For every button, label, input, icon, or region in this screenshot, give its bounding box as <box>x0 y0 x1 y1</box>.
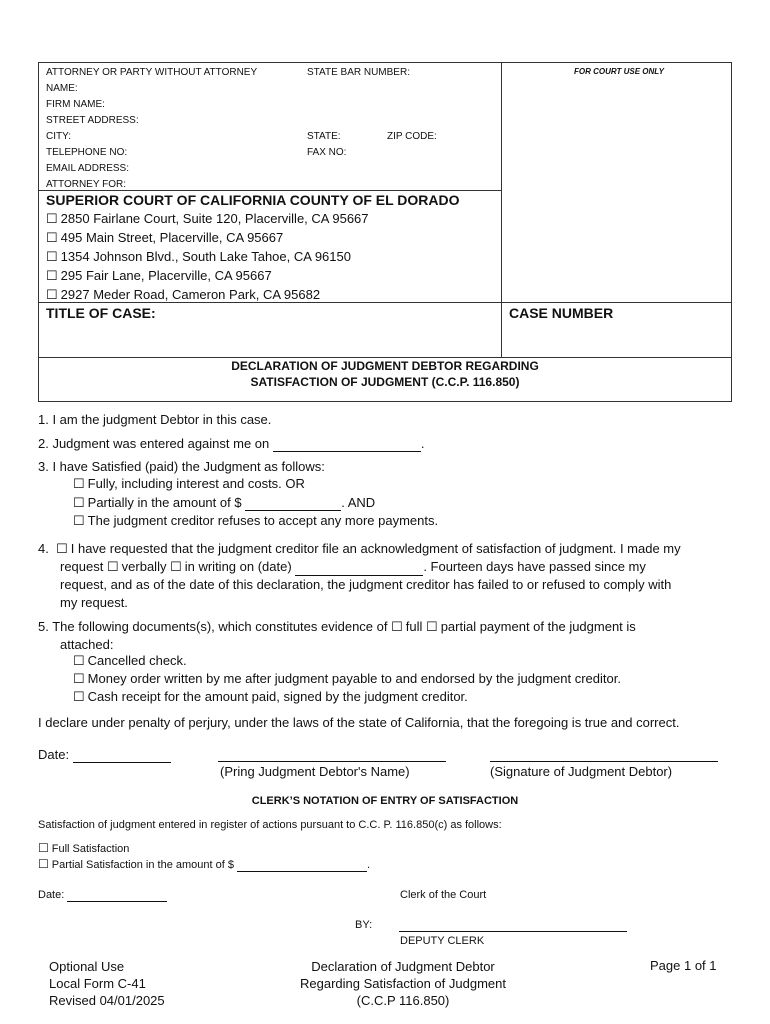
court-location-option[interactable]: ☐ 495 Main Street, Placerville, CA 95667 <box>46 230 284 245</box>
checkbox-icon[interactable]: ☐ <box>73 653 85 668</box>
checkbox-icon[interactable]: ☐ <box>73 476 85 491</box>
state-bar-label: STATE BAR NUMBER: <box>307 67 410 78</box>
item-4: 4. ☐ I have requested that the judgment creditor file an acknowledgment of satisfaction of judgment. I made my request ☐ verbally ☐ in writing on (date) . Fourteen days have passed since my request, and as of the date of this declaration, the judgment creditor has failed to or refused to comply with my request. <box>38 541 681 610</box>
court-location-option[interactable]: ☐ 1354 Johnson Blvd., South Lake Tahoe, CA 96150 <box>46 249 351 264</box>
declaration-statement: I declare under penalty of perjury, under the laws of the state of California, that the foregoing is true and correct. <box>38 715 680 730</box>
footer-center: Declaration of Judgment Debtor Regarding Satisfaction of Judgment (C.C.P 116.850) <box>300 959 506 1008</box>
clerk-heading: CLERK’S NOTATION OF ENTRY OF SATISFACTION <box>251 795 519 807</box>
checkbox-icon[interactable]: ☐ <box>46 230 58 245</box>
checkbox-icon[interactable]: ☐ <box>391 619 403 634</box>
debtor-signature-line[interactable] <box>490 761 718 762</box>
court-location-option[interactable]: ☐ 2850 Fairlane Court, Suite 120, Placerville, CA 95667 <box>46 211 369 226</box>
clerk-date: Date: <box>38 889 167 902</box>
debtor-name-line[interactable] <box>218 761 446 762</box>
case-number-label: CASE NUMBER <box>509 305 614 321</box>
item-3: 3. I have Satisfied (paid) the Judgment as follows: <box>38 459 325 474</box>
title-of-case-label: TITLE OF CASE: <box>46 305 156 321</box>
judgment-date-blank[interactable] <box>273 436 421 452</box>
debtor-signature-label: (Signature of Judgment Debtor) <box>490 764 673 779</box>
by-label: BY: <box>355 919 373 931</box>
checkbox-icon[interactable]: ☐ <box>73 671 85 686</box>
email-label: EMAIL ADDRESS: <box>46 163 129 174</box>
name-label: NAME: <box>46 83 78 94</box>
checkbox-icon[interactable]: ☐ <box>46 268 58 283</box>
attorney-party-label: ATTORNEY OR PARTY WITHOUT ATTORNEY <box>46 67 258 78</box>
checkbox-icon[interactable]: ☐ <box>170 558 182 574</box>
partial-amount-blank[interactable] <box>245 495 341 511</box>
request-date-blank[interactable] <box>295 558 423 577</box>
city-label: CITY: <box>46 131 72 142</box>
item-3b[interactable]: ☐ Partially in the amount of $ . AND <box>73 495 376 510</box>
clerk-date-blank[interactable] <box>67 889 167 902</box>
clerk-partial-option[interactable]: ☐ Partial Satisfaction in the amount of $ . <box>38 857 371 871</box>
state-label: STATE: <box>307 131 341 142</box>
firm-label: FIRM NAME: <box>46 99 105 110</box>
checkbox-icon[interactable]: ☐ <box>46 287 58 302</box>
fax-label: FAX NO: <box>307 147 347 158</box>
checkbox-icon[interactable]: ☐ <box>38 857 49 871</box>
signature-date-blank[interactable] <box>73 747 171 763</box>
checkbox-icon[interactable]: ☐ <box>73 495 85 510</box>
header-vertical-divider <box>501 62 502 358</box>
court-title: SUPERIOR COURT OF CALIFORNIA COUNTY OF EL DORADO <box>46 192 460 208</box>
clerk-full-option[interactable]: ☐ Full Satisfaction <box>38 841 130 855</box>
checkbox-icon[interactable]: ☐ <box>46 249 58 264</box>
item-5a[interactable]: ☐ Cancelled check. <box>73 653 187 668</box>
telephone-label: TELEPHONE NO: <box>46 147 128 158</box>
signature-date: Date: <box>38 747 171 763</box>
item-2: 2. Judgment was entered against me on . <box>38 436 425 451</box>
court-location-option[interactable]: ☐ 295 Fair Lane, Placerville, CA 95667 <box>46 268 272 283</box>
court-use-label: FOR COURT USE ONLY <box>574 67 664 76</box>
item-5c[interactable]: ☐ Cash receipt for the amount paid, signed by the judgment creditor. <box>73 689 468 704</box>
court-location-option[interactable]: ☐ 2927 Meder Road, Cameron Park, CA 95682 <box>46 287 321 302</box>
clerk-of-court-label: Clerk of the Court <box>400 889 487 901</box>
attorney-for-label: ATTORNEY FOR: <box>46 179 127 190</box>
clerk-partial-amount-blank[interactable] <box>237 859 367 872</box>
clerk-intro: Satisfaction of judgment entered in register of actions pursuant to C.C. P. 116.850(c) as follows: <box>38 819 502 831</box>
item-5b[interactable]: ☐ Money order written by me after judgment payable to and endorsed by the judgment creditor. <box>73 671 621 686</box>
item-1: 1. I am the judgment Debtor in this case. <box>38 412 272 427</box>
item-5: 5. The following documents(s), which constitutes evidence of ☐ full ☐ partial payment of the judgment is attached: <box>38 619 636 652</box>
checkbox-icon[interactable]: ☐ <box>107 558 119 574</box>
debtor-name-label: (Pring Judgment Debtor's Name) <box>220 764 410 779</box>
checkbox-icon[interactable]: ☐ <box>426 619 438 634</box>
checkbox-icon[interactable]: ☐ <box>38 841 49 855</box>
form-title: DECLARATION OF JUDGMENT DEBTOR REGARDING SATISFACTION OF JUDGMENT (C.C.P. 116.850) <box>231 359 539 389</box>
item-3c[interactable]: ☐ The judgment creditor refuses to accept any more payments. <box>73 513 439 528</box>
page-number: Page 1 of 1 <box>650 958 717 973</box>
street-label: STREET ADDRESS: <box>46 115 139 126</box>
item-3a[interactable]: ☐ Fully, including interest and costs. OR <box>73 476 305 491</box>
checkbox-icon[interactable]: ☐ <box>73 689 85 704</box>
checkbox-icon[interactable]: ☐ <box>46 211 58 226</box>
deputy-clerk-label: DEPUTY CLERK <box>400 935 485 947</box>
checkbox-icon[interactable]: ☐ <box>73 513 85 528</box>
zip-label: ZIP CODE: <box>387 131 437 142</box>
checkbox-icon[interactable]: ☐ <box>56 541 68 556</box>
footer-left: Optional Use Local Form C-41 Revised 04/01/2025 <box>49 959 165 1008</box>
deputy-clerk-line[interactable] <box>399 931 627 932</box>
